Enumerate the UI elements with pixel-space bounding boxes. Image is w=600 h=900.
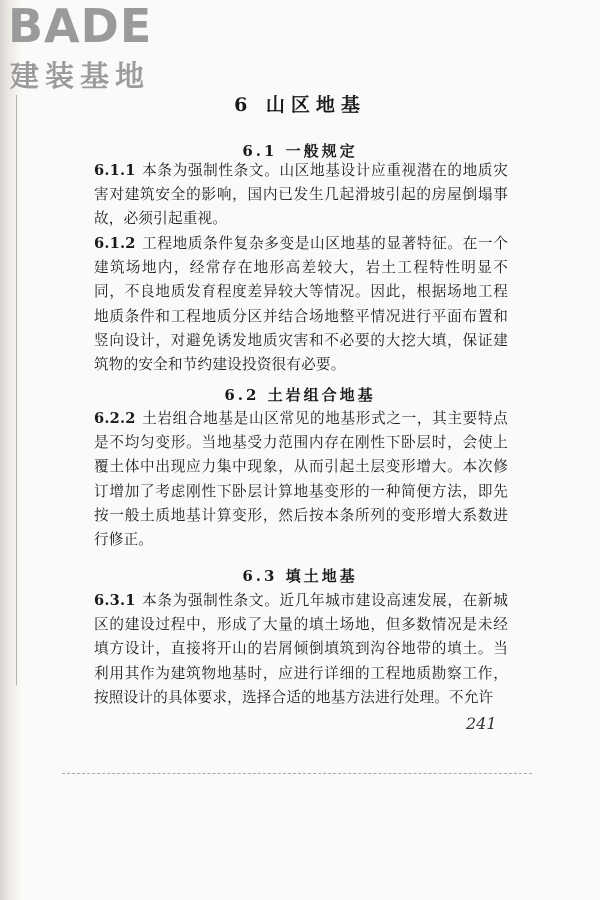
clause-text: 本条为强制性条文。近几年城市建设高速发展，在新城区的建设过程中，形成了大量的填土场地，但多数情况是未经填方设计，直接将开山的岩屑倾倒填筑到沟谷地带的填土。当利用其作为建筑物地基时，应进行详细的工程地质勘察工作，按照设计的具体要求，选择合适的地基方法进行处理。不允许 <box>94 592 508 706</box>
logo-subtitle: 建装基地 <box>10 59 151 93</box>
section-title-6-3: 6.3 填土地基 <box>242 567 358 585</box>
clause-6-2-2 <box>94 407 508 552</box>
clause-6-1-2 <box>94 232 508 377</box>
logo-wordmark: BADE <box>8 0 153 53</box>
bade-logo <box>6 0 176 94</box>
section-title-6-1: 6.1 一般规定 <box>242 142 358 160</box>
clause-number: 6.1.2 <box>94 235 136 252</box>
section-title-6-2: 6.2 土岩组合地基 <box>224 386 376 404</box>
clause-number: 6.3.1 <box>94 592 136 609</box>
clause-6-1-1 <box>94 159 508 232</box>
page-binding-shadow <box>0 0 22 900</box>
clause-number: 6.2.2 <box>94 410 136 427</box>
clause-text: 土岩组合地基是山区常见的地基形式之一，其主要特点是不均匀变形。当地基受力范围内存在刚性下卧层时，会使上覆土体中出现应力集中现象，从而引起土层变形增大。本次修订增加了考虑刚性下卧层计算地基变形的一种简便方法，即先按一般土质地基计算变形，然后按本条所列的变形增大系数进行修正。 <box>94 410 508 549</box>
clause-6-3-1 <box>94 589 508 710</box>
page-bottom-rule <box>62 773 532 774</box>
clause-number: 6.1.1 <box>94 162 136 179</box>
clause-text: 本条为强制性条文。山区地基设计应重视潜在的地质灾害对建筑安全的影响，国内已发生几起滑坡引起的房屋倒塌事故，必须引起重视。 <box>94 162 508 228</box>
clause-text: 工程地质条件复杂多变是山区地基的显著特征。在一个建筑场地内，经常存在地形高差较大，岩土工程特性明显不同，不良地质发育程度差异较大等情况。因此，根据场地工程地质条件和工程地质分区并结合场地整平情况进行平面布置和竖向设计，对避免诱发地质灾害和不必要的大挖大填，保证建筑物的安全和节约建设投资很有必要。 <box>94 235 508 374</box>
page-number: 241 <box>466 714 497 733</box>
chapter-title: 6 山区地基 <box>234 94 366 116</box>
